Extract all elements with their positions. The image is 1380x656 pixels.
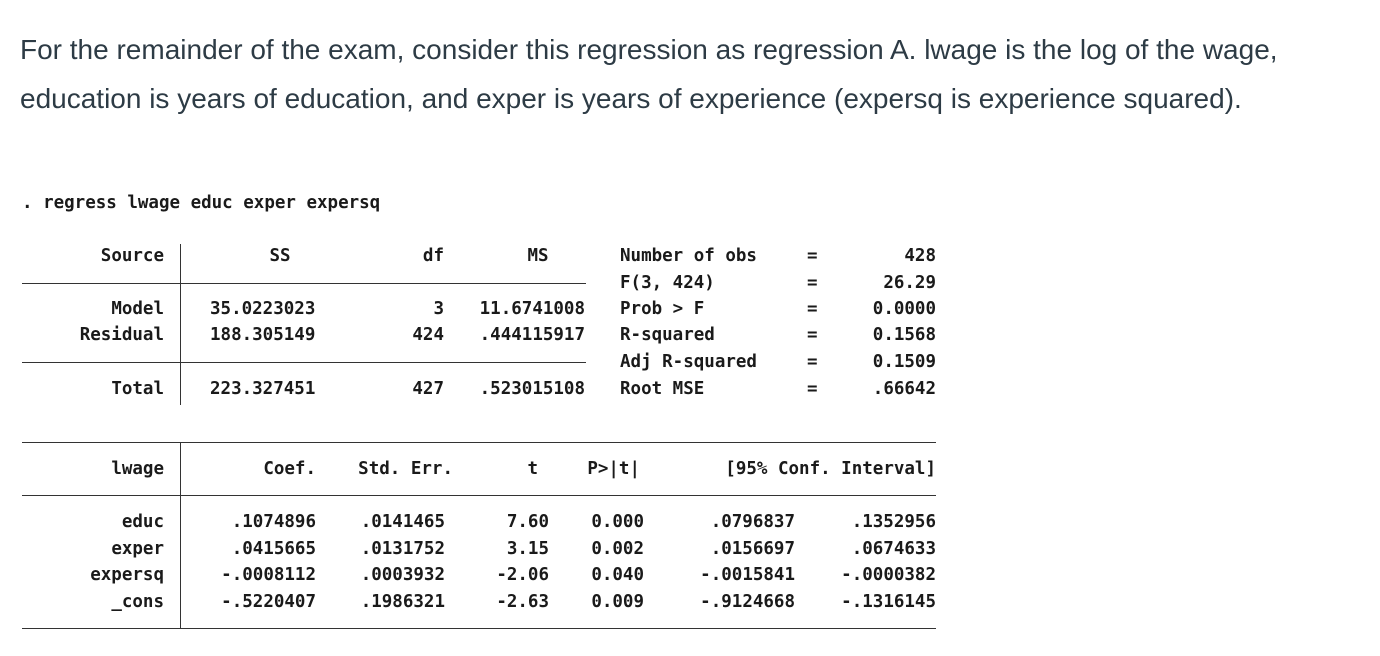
coef-ci-high: .0674633 [851, 539, 936, 559]
coef-var-name: exper [111, 539, 164, 559]
anova-divider-vertical [180, 244, 181, 405]
anova-df-model: 3 [433, 299, 444, 319]
coef-p-value: 0.009 [591, 592, 644, 612]
coef-t-stat: 7.60 [506, 512, 549, 532]
coef-ci-high: -.1316145 [841, 592, 936, 612]
coef-t-stat: -2.06 [496, 565, 549, 585]
stat-equals: = [807, 246, 818, 266]
anova-ss-total: 223.327451 [210, 379, 316, 399]
coef-std-err: .0131752 [360, 539, 445, 559]
coef-value: .1074896 [231, 512, 316, 532]
coef-ci-high: -.0000382 [841, 565, 936, 585]
anova-header-ms: MS [527, 246, 549, 266]
anova-ms-total: .523015108 [479, 379, 585, 399]
anova-df-total: 427 [412, 379, 444, 399]
anova-df-residual: 424 [412, 325, 444, 345]
anova-header-source: Source [100, 246, 164, 266]
coef-var-name: educ [121, 512, 164, 532]
anova-ms-residual: .444115917 [479, 325, 585, 345]
stat-equals: = [807, 273, 818, 293]
stat-equals: = [807, 352, 818, 372]
stat-label: Number of obs [620, 246, 757, 266]
stat-value: 0.1568 [872, 325, 936, 345]
anova-divider-header [22, 283, 586, 284]
anova-ms-model: 11.6741008 [479, 299, 585, 319]
coef-var-name: _cons [111, 592, 164, 612]
coef-header-t: t [527, 459, 538, 479]
stat-label: F(3, 424) [620, 273, 715, 293]
coef-ci-low: .0796837 [710, 512, 795, 532]
anova-ss-model: 35.0223023 [210, 299, 316, 319]
intro-paragraph: For the remainder of the exam, consider this regression as regression A. lwage is the log of the wage, education is years of education, and exper is years of experience (expersq is experience squared). [20, 34, 1278, 114]
anova-source-total: Total [111, 379, 164, 399]
stat-label: Root MSE [620, 379, 705, 399]
coef-header-coef: Coef. [263, 459, 316, 479]
stat-label: Adj R-squared [620, 352, 757, 372]
coef-std-err: .1986321 [360, 592, 445, 612]
coef-ci-low: .0156697 [710, 539, 795, 559]
stat-value: 26.29 [883, 273, 936, 293]
coef-divider-header [22, 495, 936, 496]
stat-equals: = [807, 299, 818, 319]
coef-value: -.5220407 [221, 592, 316, 612]
stat-value: 0.0000 [872, 299, 936, 319]
anova-source-model: Model [111, 299, 164, 319]
coef-p-value: 0.000 [591, 512, 644, 532]
coef-t-stat: -2.63 [496, 592, 549, 612]
coef-std-err: .0003932 [360, 565, 445, 585]
coef-header-depvar: lwage [111, 459, 164, 479]
coef-divider-vertical [180, 442, 181, 629]
coef-header-se: Std. Err. [358, 459, 453, 479]
anova-source-residual: Residual [79, 325, 164, 345]
coef-std-err: .0141465 [360, 512, 445, 532]
stat-value: 428 [904, 246, 936, 266]
stat-label: Prob > F [620, 299, 705, 319]
stat-equals: = [807, 325, 818, 345]
stat-value: 0.1509 [872, 352, 936, 372]
anova-header-df: df [422, 246, 444, 266]
coef-ci-high: .1352956 [851, 512, 936, 532]
stat-equals: = [807, 379, 818, 399]
stata-command: . regress lwage educ exper expersq [22, 193, 381, 213]
anova-ss-residual: 188.305149 [210, 325, 316, 345]
coef-header-p: P>|t| [587, 459, 640, 479]
coef-value: -.0008112 [221, 565, 316, 585]
coef-divider-bottom [22, 628, 936, 629]
coef-ci-low: -.0015841 [700, 565, 795, 585]
coef-header-ci: [95% Conf. Interval] [725, 459, 936, 479]
anova-divider-total [22, 362, 586, 363]
anova-header-ss: SS [269, 246, 291, 266]
coef-t-stat: 3.15 [506, 539, 549, 559]
stat-value: .66642 [872, 379, 936, 399]
coef-var-name: expersq [90, 565, 164, 585]
coef-p-value: 0.002 [591, 539, 644, 559]
coef-ci-low: -.9124668 [700, 592, 795, 612]
coef-divider-top [22, 442, 936, 443]
coef-value: .0415665 [231, 539, 316, 559]
coef-p-value: 0.040 [591, 565, 644, 585]
stat-label: R-squared [620, 325, 715, 345]
